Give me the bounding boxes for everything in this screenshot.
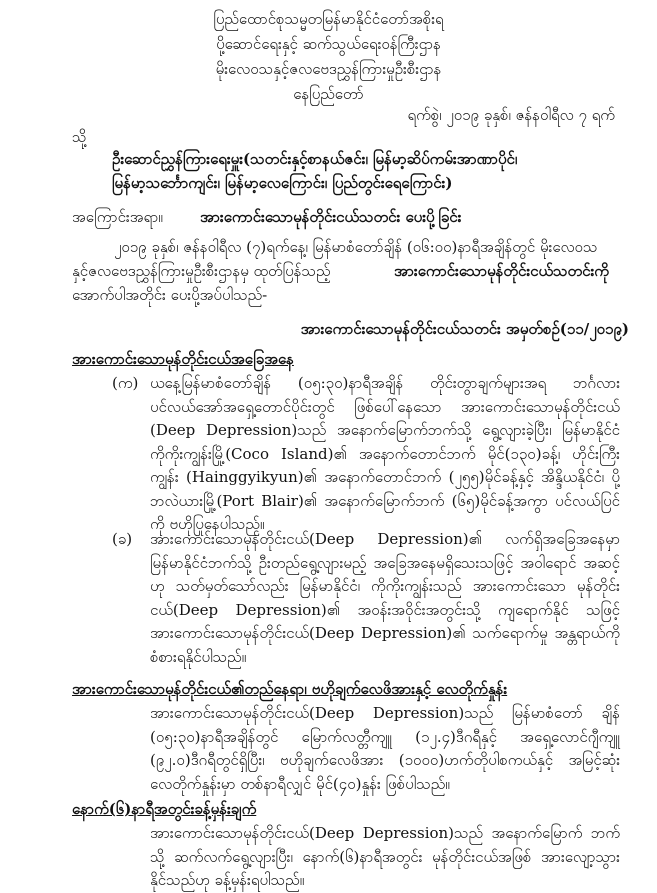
header-ministry: ပို့ဆောင်ရေးနှင့် ဆက်သွယ်ရေးဝန်ကြီးဌာန [216,35,441,53]
subject-label: အကြောင်းအရာ။ [72,208,163,226]
header-city: နေပြည်တော် [293,85,364,103]
intro-line-1: ၂၀၁၉ ခုနှစ်၊ ဇန်နဝါရီလ (၇)ရက်နေ့၊ မြန်မာစံတော်ချိန် (၀၆:၀၀)နာရီအချိန်တွင် မိုးလေဝသ [114,238,598,256]
recipients-line-2: မြန်မာ့သင်္ဘောကျင်း၊ မြန်မာ့လေကြောင်း၊ ပြည်တွင်းရေကြောင်း) [112,174,453,192]
letter-date: ရက်စွဲ၊ ၂၀၁၉ ခုနှစ်၊ ဇန်နဝါရီလ ၇ ရက် [407,106,615,124]
section-heading-location: အားကောင်းသောမုန်တိုင်းငယ်၏တည်နေရာ၊ ဗဟိုချက်လေဖိအားနှင့် လေတိုက်နှုန်း [72,680,508,698]
subject-text: အားကောင်းသောမုန်တိုင်းငယ်သတင်း ပေးပို့ခြင်း [200,208,462,226]
forecast-text: အားကောင်းသောမုန်တိုင်းငယ်(Deep Depression)သည် အနောက်မြောက် ဘက်သို့ ဆက်လက်ရွေ့လျားပြီး၊ နောက်(၆)နာရီအတွင်း မုန်တိုင်းငယ်အဖြစ် အားလျော့သွားနိုင်သည်ဟု ခန့်မှန်းရပါသည်။ [150,824,620,889]
header-government: ပြည်ထောင်စုသမ္မတမြန်မာနိုင်ငံတော်အစိုးရ [213,10,444,28]
to-label: သို့ [72,128,87,146]
item-marker-ka: (က) [112,374,139,392]
section-heading-forecast: နောက်(၆)နာရီအတွင်းခန့်မှန်းချက် [72,800,257,818]
intro-line-2b: အားကောင်းသောမုန်တိုင်းငယ်သတင်းကို [394,262,609,280]
header-department: မိုးလေဝသနှင့်ဇလဗေဒညွှန်ကြားမှုဦးစီးဌာန [215,60,442,78]
section-heading-condition: အားကောင်းသောမုန်တိုင်းငယ်အခြေအနေ [72,350,294,368]
intro-line-2a: နှင့်ဇလဗေဒညွှန်ကြားမှုဦးစီးဌာနမှ ထုတ်ပြန်သည့် [72,262,331,280]
recipients-line-1: ဦးဆောင်ညွှန်ကြားရေးမှူး(သတင်းနှင့်စာနယ်ဇင်း၊ မြန်မာ့ဆိပ်ကမ်းအာဏာပိုင်၊ [112,150,518,168]
bulletin-number: အားကောင်းသောမုန်တိုင်းငယ်သတင်း အမှတ်စဉ်(၁၁/၂၀၁၉) [300,320,629,338]
item-text-ka: ယနေ့မြန်မာစံတော်ချိန် (၀၅:၃၀)နာရီအချိန် တိုင်းတွာချက်များအရ ဘင်္ဂလားပင်လယ်အော်အရှေ့တောင်ပိုင်းတွင် ဖြစ်ပေါ်နေသော အားကောင်းသောမုန်တိုင်းငယ် (Deep Depression)သည် အနောက်မြောက်ဘက်သို့ ရွေ့လျားခဲ့ပြီး၊ မြန်မာနိုင်ငံ ကိုကိုးကျွန်းမြို့(Coco Island)၏ အနောက်တောင်ဘက် မိုင်(၁၃၀)ခန့်၊ ဟိုင်းကြီး ကျွန်း (Hainggyikyun)၏ အနောက်တောင်ဘက် (၂၅၅)မိုင်ခန့်နှင့် အိန္ဒိယနိုင်ငံ၊ ပို့ဘလဲယားမြို့(Port Blair)၏ အနောက်မြောက်ဘက် (၆၅)မိုင်ခန့်အကွာ ပင်လယ်ပြင် ကို ဗဟိုပြုနေပါသည်။ [150,374,620,533]
item-text-kha: အားကောင်းသောမုန်တိုင်းငယ်(Deep Depression)၏ လက်ရှိအခြေအနေမှာ မြန်မာနိုင်ငံဘက်သို့ ဦးတည်ရွေ့လျားမည့် အခြေအနေမရှိသေးသဖြင့် အဝါရောင် အဆင့်ဟု သတ်မှတ်သော်လည်း မြန်မာနိုင်ငံ၊ ကိုကိုးကျွန်းသည် အားကောင်းသော မုန်တိုင်းငယ်(Deep Depression)၏ အဝန်းအဝိုင်းအတွင်းသို့ ကျရောက်နိုင် သဖြင့် အားကောင်းသောမုန်တိုင်းငယ်(Deep Depression)၏ သက်ရောက်မှု အန္တရာယ်ကို စံစားရနိုင်ပါသည်။ [150,530,620,666]
item-marker-kha: (ခ) [112,530,133,548]
intro-line-3: အောက်ပါအတိုင်း ပေးပို့အပ်ပါသည်- [72,286,268,304]
location-text: အားကောင်းသောမုန်တိုင်းငယ်(Deep Depression)သည် မြန်မာစံတော် ချိန် (၀၅:၃၀)နာရီအချိန်တွင် မြောက်လတ္တီကျူ (၁၂.၄)ဒီဂရီနှင့် အရှေ့လောင်ဂျီကျူ (၉၂.၀)ဒီဂရီတွင်ရှိပြီး၊ ဗဟိုချက်လေဖိအား (၁၀၀၀)ဟက်တိုပါစကယ်နှင့် အမြင့်ဆုံး လေတိုက်နှုန်းမှာ တစ်နာရီလျှင် မိုင်(၄၀)နှုန်း ဖြစ်ပါသည်။ [150,704,620,793]
